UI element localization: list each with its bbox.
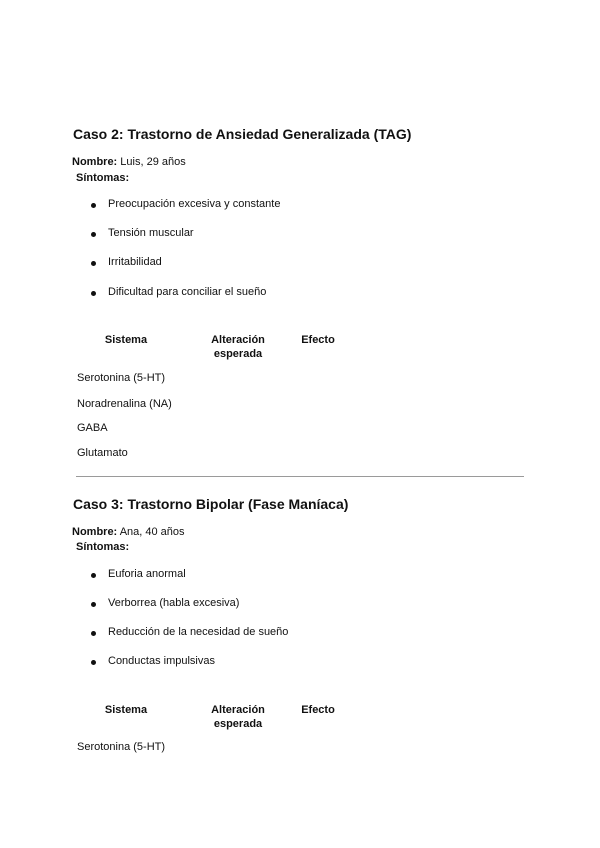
table-row: Serotonina (5-HT) [77, 741, 166, 753]
bullet-icon [91, 203, 96, 208]
table-row: Noradrenalina (NA) [77, 398, 172, 410]
symptom-text: Dificultad para conciliar el sueño [108, 286, 267, 298]
symptoms-label: Síntomas: [76, 172, 130, 184]
table-header-sistema: Sistema [104, 334, 148, 346]
table-header-alteracion: Alteración esperada [211, 704, 265, 730]
case-2-name-line [72, 156, 186, 168]
name-label: Nombre: [72, 526, 118, 538]
case-2-title: Caso 2: Trastorno de Ansiedad Generalizada (TAG) [73, 126, 412, 142]
bullet-icon [91, 602, 96, 607]
table-header-sistema: Sistema [104, 704, 148, 716]
table-header-alteracion: Alteración esperada [211, 334, 265, 360]
symptom-text: Reducción de la necesidad de sueño [108, 626, 289, 638]
symptom-text: Conductas impulsivas [108, 655, 215, 667]
bullet-icon [91, 631, 96, 636]
table-row: Glutamato [77, 447, 128, 459]
table-header-efecto: Efecto [301, 334, 335, 346]
bullet-icon [91, 660, 96, 665]
name-value: Ana, 40 años [119, 526, 185, 538]
symptoms-label: Síntomas: [76, 541, 130, 553]
bullet-icon [91, 291, 96, 296]
table-row: Serotonina (5-HT) [77, 372, 166, 384]
bullet-icon [91, 232, 96, 237]
bullet-icon [91, 261, 96, 266]
case-3-name-line [72, 526, 185, 538]
bullet-icon [91, 573, 96, 578]
table-row: GABA [77, 422, 108, 434]
name-value: Luis, 29 años [120, 156, 186, 168]
symptom-text: Euforia anormal [108, 568, 186, 580]
symptom-text: Verborrea (habla excesiva) [108, 597, 240, 609]
table-header-efecto: Efecto [301, 704, 335, 716]
symptom-text: Preocupación excesiva y constante [108, 198, 281, 210]
case-3-title: Caso 3: Trastorno Bipolar (Fase Maníaca) [73, 496, 349, 512]
symptom-text: Tensión muscular [108, 227, 194, 239]
symptom-text: Irritabilidad [108, 256, 162, 268]
section-divider [76, 476, 524, 477]
name-label: Nombre: [72, 156, 118, 168]
